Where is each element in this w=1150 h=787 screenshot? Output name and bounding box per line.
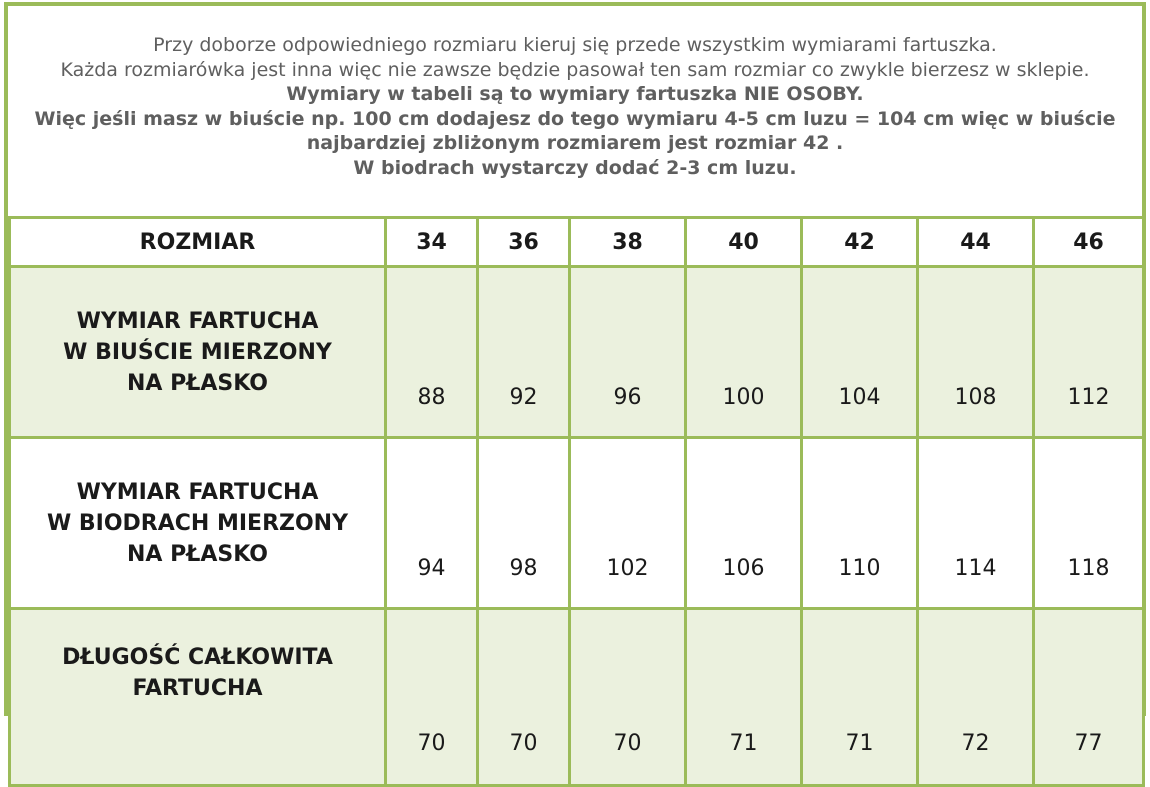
row-label-line: FARTUCHA — [132, 676, 263, 701]
size-instructions — [8, 6, 1142, 216]
size-header-cell: 46 — [1034, 218, 1144, 267]
bust-value: 96 — [570, 267, 686, 438]
instruction-line: Przy doborze odpowiedniego rozmiaru kieruj się przede wszystkim wymiarami fartuszka. — [153, 34, 997, 56]
bust-value: 108 — [918, 267, 1034, 438]
instruction-line-bold: W biodrach wystarczy dodać 2-3 cm luzu. — [353, 156, 797, 179]
row-label-line: NA PŁASKO — [127, 370, 268, 396]
hips-value: 114 — [918, 438, 1034, 609]
hips-value: 94 — [386, 438, 478, 609]
length-row-label — [10, 609, 386, 786]
length-value: 71 — [802, 609, 918, 786]
row-label-line: NA PŁASKO — [127, 541, 268, 567]
hips-value: 110 — [802, 438, 918, 609]
bust-value: 104 — [802, 267, 918, 438]
size-header-cell: 38 — [570, 218, 686, 267]
length-value: 71 — [686, 609, 802, 786]
hips-value: 106 — [686, 438, 802, 609]
length-value: 77 — [1034, 609, 1144, 786]
instruction-line: Każda rozmiarówka jest inna więc nie zawsze będzie pasował ten sam rozmiar co zwykle bierzesz w sklepie. — [60, 58, 1090, 81]
bust-row-label — [10, 267, 386, 438]
row-label-line: WYMIAR FARTUCHA — [76, 479, 319, 505]
hips-value: 98 — [478, 438, 570, 609]
size-header-cell: 40 — [686, 218, 802, 267]
hips-value: 118 — [1034, 438, 1144, 609]
bust-value: 112 — [1034, 267, 1144, 438]
length-value: 70 — [570, 609, 686, 786]
length-value: 70 — [386, 609, 478, 786]
size-header-cell: 34 — [386, 218, 478, 267]
row-label-line: WYMIAR FARTUCHA — [76, 308, 319, 334]
instruction-line-bold: Wymiary w tabeli są to wymiary fartuszka NIE OSOBY. — [286, 83, 864, 105]
row-label-line: W BIODRACH MIERZONY — [46, 510, 349, 536]
bust-value: 88 — [386, 267, 478, 438]
row-label-line: DŁUGOŚĆ CAŁKOWITA — [62, 645, 333, 670]
size-header-cell: 42 — [802, 218, 918, 267]
hips-row — [10, 438, 1144, 609]
bust-row — [10, 267, 1144, 438]
size-header-cell: 36 — [478, 218, 570, 267]
bust-value: 92 — [478, 267, 570, 438]
length-value: 72 — [918, 609, 1034, 786]
hips-value: 102 — [570, 438, 686, 609]
length-row — [10, 609, 1144, 786]
instruction-line-bold: najbardziej zbliżonym rozmiarem jest rozmiar 42 . — [306, 132, 844, 154]
size-chart-frame — [4, 2, 1146, 756]
row-label-line: W BIUŚCIE MIERZONY — [63, 339, 332, 365]
bust-value: 100 — [686, 267, 802, 438]
instruction-line-bold: Więc jeśli masz w biuście np. 100 cm dodajesz do tego wymiaru 4-5 cm luzu = 104 cm więc w biuście — [34, 107, 1116, 130]
size-header-label: ROZMIAR — [10, 218, 386, 267]
size-header-row — [10, 218, 1144, 267]
size-table — [8, 216, 1145, 787]
size-header-cell: 44 — [918, 218, 1034, 267]
hips-row-label — [10, 438, 386, 609]
length-value: 70 — [478, 609, 570, 786]
